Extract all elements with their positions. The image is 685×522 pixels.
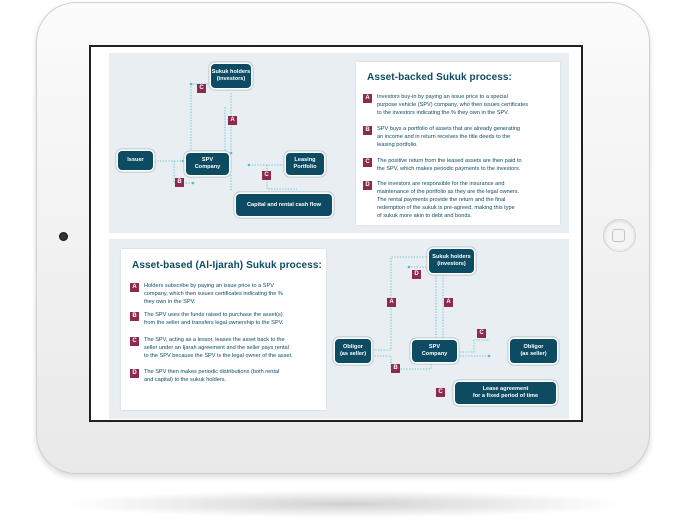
node-obligor-seller-left: Obligor (as seller) [335, 339, 371, 363]
asset-backed-title: Asset-backed Sukuk process: [367, 72, 512, 83]
asset-based-title: Asset-based (Al-Ijarah) Sukuk process: [132, 260, 322, 271]
item-badge: C [363, 158, 372, 167]
badge-b: B [175, 178, 184, 187]
camera-icon [59, 232, 68, 241]
item-badge: C [130, 337, 139, 346]
badge-a: A [387, 298, 396, 307]
home-button-icon [612, 229, 625, 242]
badge-b: B [391, 364, 400, 373]
node-spv-company: SPV Company [412, 340, 457, 362]
item-text: The investors are responsible for the insurance and maintenance of the portfolio as they are the legal owners. The rental payments provide the return and the final redemption of the sukuk is pre-agreed, making this type of sukuk more akin to debt and bonds. [377, 181, 520, 219]
node-cash-flow: Capital and rental cash flow [236, 194, 332, 216]
badge-d: D [412, 270, 421, 279]
node-sukuk-holders: Sukuk holders (investors) [211, 64, 251, 88]
asset-based-connectors [91, 47, 583, 422]
item-text: The positive return from the leased assets are then paid to the SPV, which makes periodic payments to the investors. [377, 158, 522, 172]
item-text: Investors buy-in by paying an issue price to a special purpose vehicle (SPV) company, who then issues certificates to the investors indicating the % they own in the SPV. [377, 94, 528, 116]
badge-a: A [444, 298, 453, 307]
item-badge: A [363, 94, 372, 103]
node-sukuk-holders: Sukuk holders (investors) [429, 249, 474, 273]
badge-c: C [262, 171, 271, 180]
node-spv-company: SPV Company [186, 153, 229, 175]
node-leasing-portfolio: Leasing Portfolio [286, 153, 324, 175]
tablet-shadow [60, 490, 630, 518]
node-lease-agreement: Lease agreement for a fixed period of time [455, 382, 556, 404]
badge-c: C [436, 388, 445, 397]
item-text: SPV buys a portfolio of assets that are already generating an income and in return receives the title deeds to the leasing portfolio. [377, 126, 521, 148]
badge-c: C [477, 329, 486, 338]
item-badge: A [130, 283, 139, 292]
badge-c: C [197, 84, 206, 93]
item-text: The SPV, acting as a lessor, leases the asset back to the seller under an Ijarah agreement and the seller pays rental to the SPV because the SPV is the legal owner of the asset. [144, 337, 293, 359]
item-text: The SPV then makes periodic distributions (both rental and capital) to the sukuk holders. [144, 369, 280, 383]
item-badge: B [130, 312, 139, 321]
node-obligor-seller-right: Obligor (as seller) [510, 339, 557, 363]
item-text: The SPV uses the funds raised to purchase the asset(s) from the seller and transfers legal ownership to the SPV. [144, 312, 284, 326]
badge-a: A [228, 116, 237, 125]
item-badge: D [363, 181, 372, 190]
item-text: Holders subscribe by paying an issue price to a SPV company, which then issues certificates indicating the % they own in the SPV. [144, 283, 283, 305]
item-badge: D [130, 369, 139, 378]
node-issuer: Issuer [118, 151, 153, 170]
tablet-screen [89, 45, 583, 422]
item-badge: B [363, 126, 372, 135]
